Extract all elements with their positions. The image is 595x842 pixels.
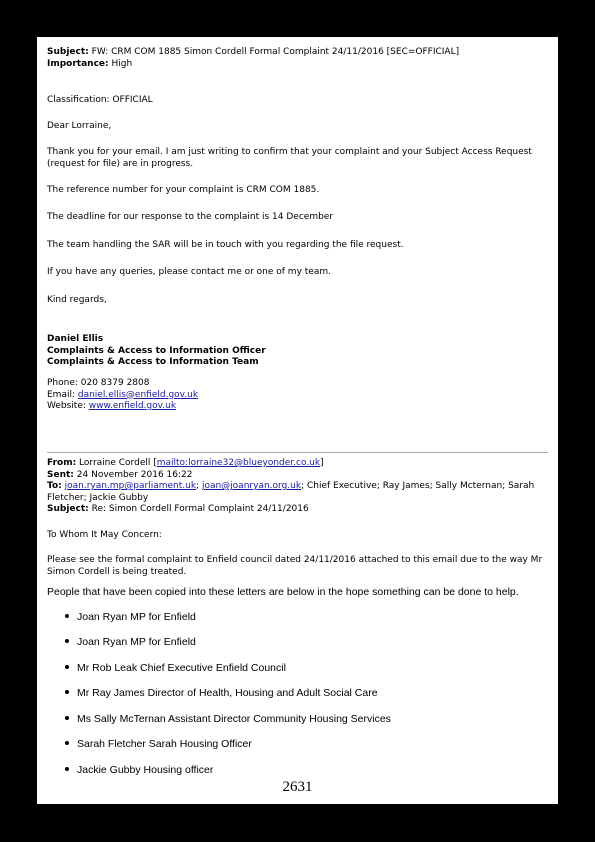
list-item: Ms Sally McTernan Assistant Director Community Housing Services — [65, 713, 391, 725]
bullet-icon — [65, 716, 69, 720]
website-link[interactable]: www.enfield.gov.uk — [88, 401, 177, 411]
body-paragraph-4: The team handling the SAR will be in touch with you regarding the file request. — [47, 240, 404, 250]
document-page — [37, 37, 558, 804]
from-line: From: Lorraine Cordell [mailto:lorraine32@blueyonder.co.uk] — [47, 458, 324, 468]
email-header-original — [47, 458, 550, 516]
to-link-2[interactable]: joan@joanryan.org.uk — [201, 481, 302, 491]
body-paragraph-3: The deadline for our response to the complaint is 14 December — [47, 212, 334, 222]
sent-line: Sent: 24 November 2016 16:22 — [47, 469, 193, 480]
bullet-icon — [65, 690, 69, 694]
list-item: Joan Ryan MP for Enfield — [65, 611, 196, 623]
bullet-icon — [65, 614, 69, 618]
complaint-paragraph: Please see the formal complaint to Enfield council dated 24/11/2016 attached to this email due to the way Mr Simon Cordell is being treated. — [47, 555, 543, 577]
subject-line-original: Subject: Re: Simon Cordell Formal Complaint 24/11/2016 — [47, 504, 309, 514]
signoff: Kind regards, — [47, 295, 107, 305]
email-link[interactable]: daniel.ellis@enfield.gov.uk — [77, 389, 199, 400]
list-item: Mr Rob Leak Chief Executive Enfield Council — [65, 662, 286, 674]
to-line: To: joan.ryan.mp@parliament.uk; joan@joanryan.org.uk; Chief Executive; Ray James; Sally Mcternan; Sarah Fletcher; Jackie Gubby — [47, 481, 535, 503]
signature-title: Complaints & Access to Information Officer — [47, 345, 266, 356]
list-item: Mr Ray James Director of Health, Housing and Adult Social Care — [65, 687, 378, 699]
greeting: Dear Lorraine, — [47, 121, 112, 131]
email-header-forward — [47, 47, 550, 70]
subject-line: Subject: FW: CRM COM 1885 Simon Cordell Formal Complaint 24/11/2016 [SEC=OFFICIAL] — [47, 47, 460, 57]
classification: Classification: OFFICIAL — [47, 95, 153, 105]
from-email-link[interactable]: mailto:lorraine32@blueyonder.co.uk — [156, 458, 321, 468]
bullet-icon — [65, 741, 69, 745]
list-item: Joan Ryan MP for Enfield — [65, 636, 196, 648]
importance-line: Importance: High — [47, 58, 133, 69]
signature-name: Daniel Ellis — [47, 334, 104, 344]
copied-paragraph: People that have been copied into these letters are below in the hope something can be done to help. — [47, 586, 519, 598]
divider — [47, 452, 548, 453]
body-paragraph-2: The reference number for your complaint is CRM COM 1885. — [47, 185, 320, 195]
email-line: Email: daniel.ellis@enfield.gov.uk — [47, 389, 199, 400]
bullet-icon — [65, 639, 69, 643]
list-item: Jackie Gubby Housing officer — [65, 764, 213, 776]
bullet-icon — [65, 665, 69, 669]
page-number: 2631 — [282, 779, 313, 795]
contact-details — [47, 378, 550, 413]
to-link-1[interactable]: joan.ryan.mp@parliament.uk — [64, 481, 197, 491]
bullet-icon — [65, 767, 69, 771]
body-paragraph-1: Thank you for your email. I am just writing to confirm that your complaint and your Subject Access Request (request for file) are in progress. — [47, 147, 532, 169]
signature-team: Complaints & Access to Information Team — [47, 357, 259, 367]
salutation: To Whom It May Concern: — [47, 530, 162, 540]
list-item: Sarah Fletcher Sarah Housing Officer — [65, 738, 252, 750]
website-line: Website: www.enfield.gov.uk — [47, 401, 177, 411]
phone-line: Phone: 020 8379 2808 — [47, 378, 150, 388]
signature — [47, 334, 550, 369]
body-paragraph-5: If you have any queries, please contact me or one of my team. — [47, 267, 331, 277]
